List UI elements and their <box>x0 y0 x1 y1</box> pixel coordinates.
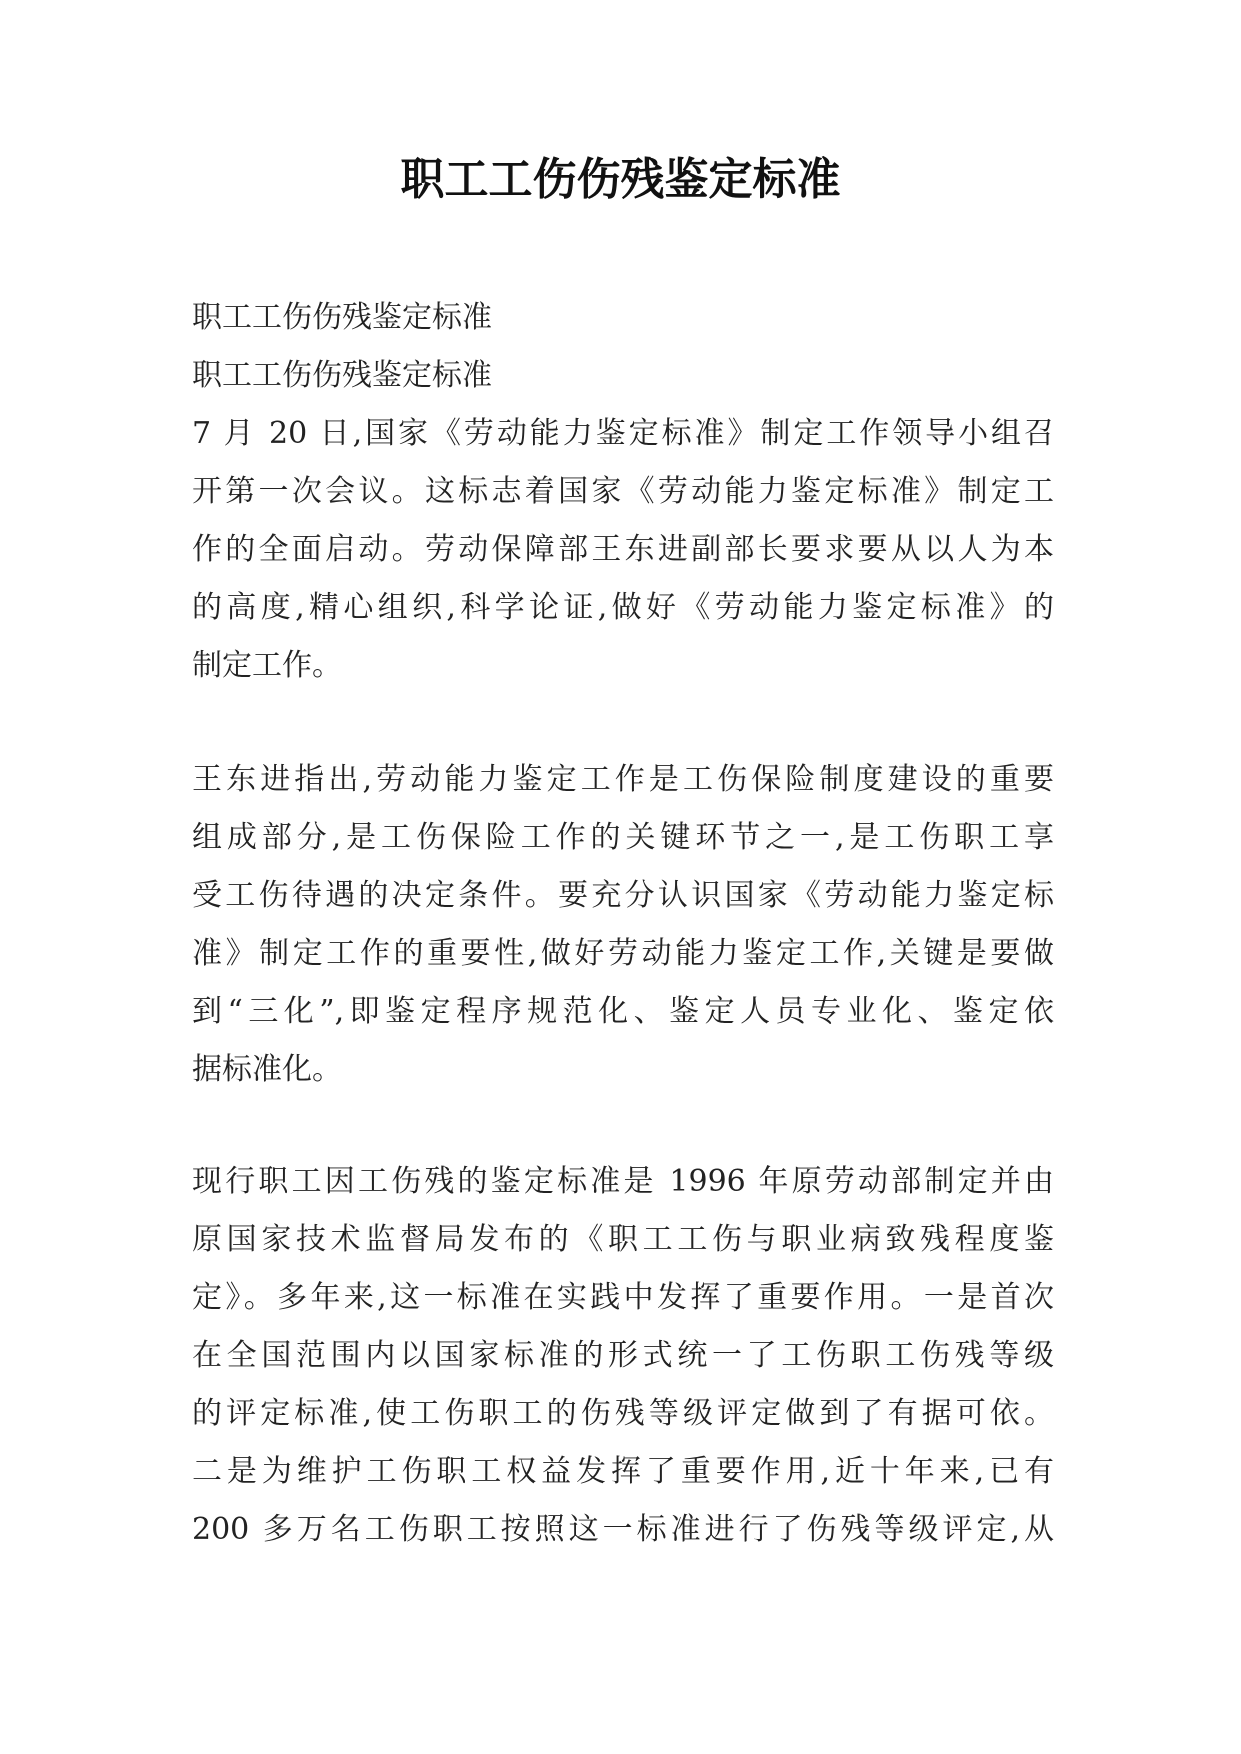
paragraph-line: 在全国范围内以国家标准的形式统一了工伤职工伤残等级 <box>192 1338 1054 1373</box>
paragraph-line: 的高度,精心组织,科学论证,做好《劳动能力鉴定标准》的 <box>192 590 1054 625</box>
paragraph-line: 原国家技术监督局发布的《职工工伤与职业病致残程度鉴 <box>192 1222 1054 1257</box>
subheading <box>192 289 1054 347</box>
paragraph-line: 现行职工因工伤残的鉴定标准是 1996 年原劳动部制定并由 <box>192 1164 1054 1199</box>
paragraph-line: 到“三化”,即鉴定程序规范化、鉴定人员专业化、鉴定依 <box>192 994 1054 1029</box>
paragraph-line: 定》。多年来,这一标准在实践中发挥了重要作用。一是首次 <box>192 1280 1054 1315</box>
paragraph-line: 的评定标准,使工伤职工的伤残等级评定做到了有据可依。 <box>192 1396 1054 1431</box>
paragraph <box>192 1153 1054 1559</box>
paragraph-line: 二是为维护工伤职工权益发挥了重要作用,近十年来,已有 <box>192 1454 1054 1489</box>
paragraph-line: 据标准化。 <box>192 1052 342 1087</box>
paragraph-line: 王东进指出,劳动能力鉴定工作是工伤保险制度建设的重要 <box>192 762 1054 797</box>
document-title: 职工工伤伤残鉴定标准 <box>400 154 841 205</box>
paragraph-line: 作的全面启动。劳动保障部王东进副部长要求要从以人为本 <box>192 532 1054 567</box>
paragraph-line: 准》制定工作的重要性,做好劳动能力鉴定工作,关键是要做 <box>192 936 1054 971</box>
paragraph-line: 开第一次会议。这标志着国家《劳动能力鉴定标准》制定工 <box>192 474 1054 509</box>
subheading <box>192 347 1054 405</box>
paragraph-line: 组成部分,是工伤保险工作的关键环节之一,是工伤职工享 <box>192 820 1054 855</box>
paragraph-line: 7 月 20 日,国家《劳动能力鉴定标准》制定工作领导小组召 <box>192 416 1054 451</box>
paragraph <box>192 405 1054 695</box>
paragraph-line: 受工伤待遇的决定条件。要充分认识国家《劳动能力鉴定标 <box>192 878 1054 913</box>
paragraph-line: 200 多万名工伤职工按照这一标准进行了伤残等级评定,从 <box>192 1512 1054 1547</box>
paragraph <box>192 751 1054 1099</box>
subheading-text: 职工工伤伤残鉴定标准 <box>192 358 492 393</box>
paragraph-line: 制定工作。 <box>192 648 342 683</box>
subheading-text: 职工工伤伤残鉴定标准 <box>192 300 492 335</box>
